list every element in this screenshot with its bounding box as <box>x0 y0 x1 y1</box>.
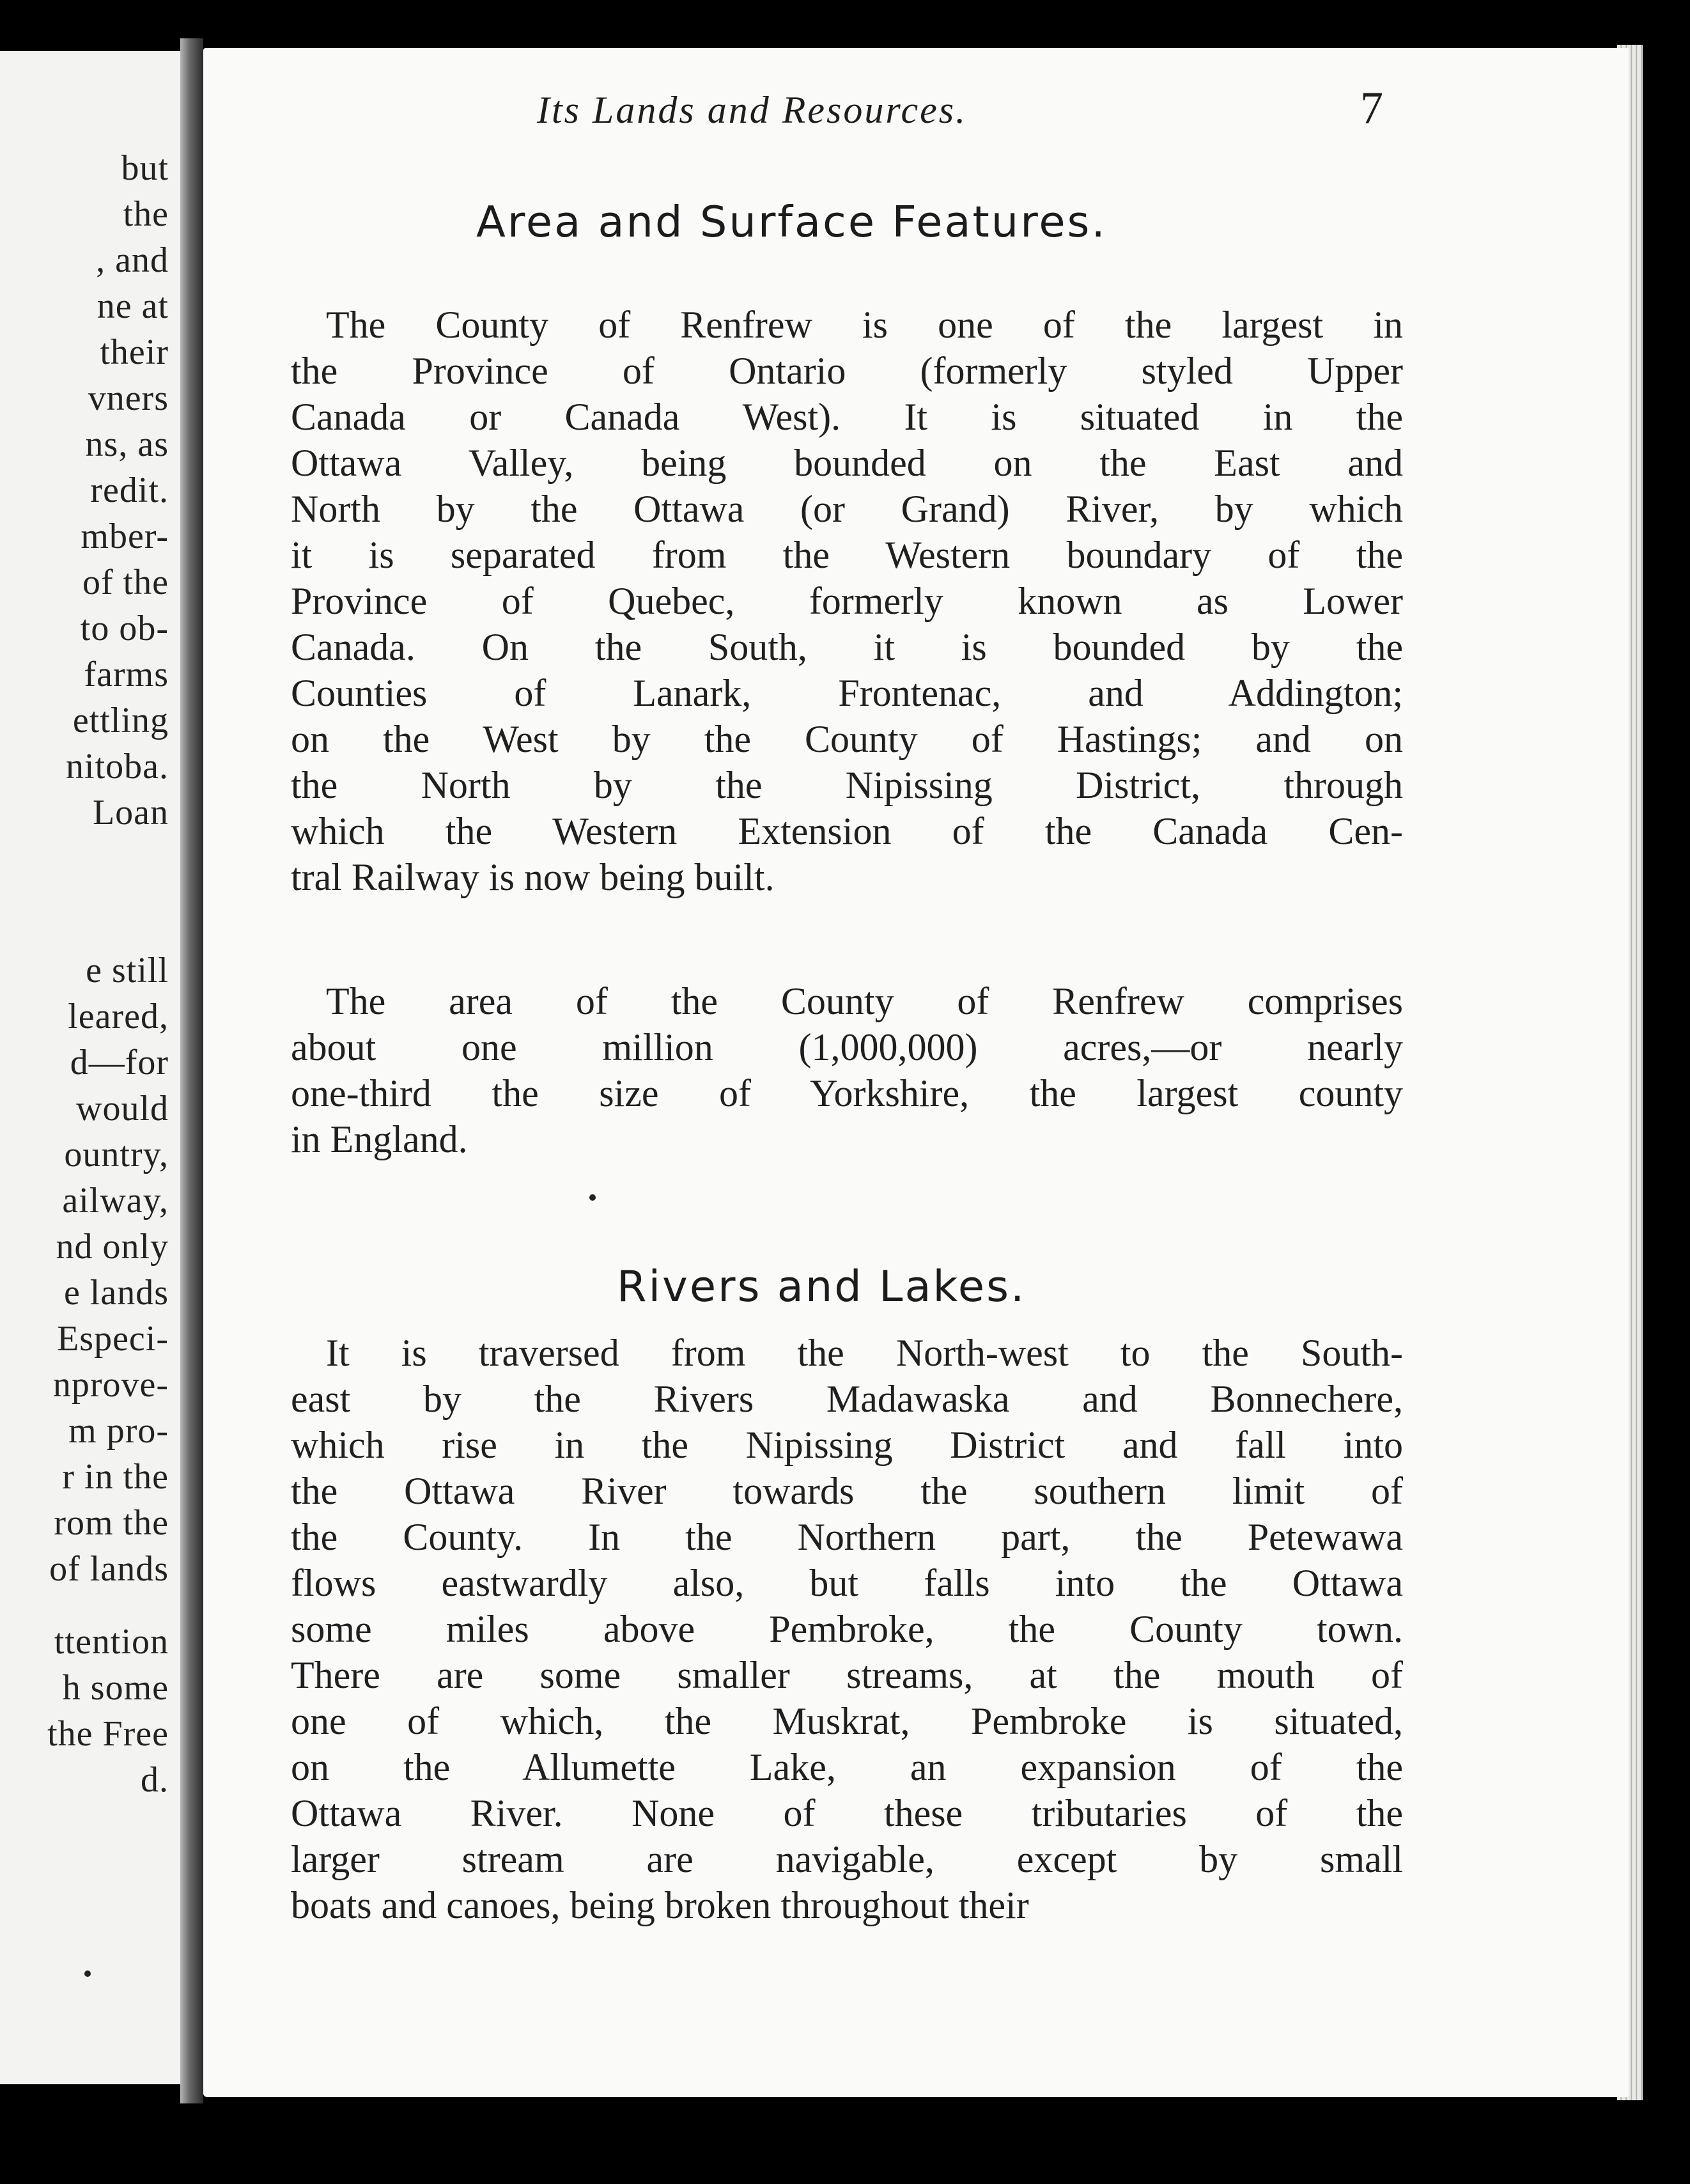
text-line: There are some smaller streams, at the mouth of <box>291 1654 1403 1696</box>
text-line: it is separated from the Western boundary of the <box>291 534 1403 576</box>
text-line: Canada or Canada West). It is situated in the <box>291 396 1403 438</box>
left-page-line: of the <box>82 563 169 602</box>
text-line: Ottawa River. None of these tributaries of the <box>291 1792 1403 1834</box>
text-line: larger stream are navigable, except by small <box>291 1838 1403 1880</box>
text-line: The County of Renfrew is one of the largest in <box>326 304 1403 346</box>
text-line: the County. In the Northern part, the Petewawa <box>291 1516 1403 1558</box>
left-page-line: e lands <box>63 1273 169 1313</box>
left-page-line: redit. <box>90 471 169 510</box>
left-page-line: ountry, <box>64 1135 169 1174</box>
text-line: Canada. On the South, it is bounded by the <box>291 626 1403 668</box>
paragraph-area-size <box>291 978 1403 1162</box>
left-page-fragment <box>0 51 185 2084</box>
section-heading-area: Area and Surface Features. <box>476 197 1107 247</box>
page-number: 7 <box>1360 82 1383 134</box>
left-page-line: farms <box>84 655 169 694</box>
text-line: some miles above Pembroke, the County town. <box>291 1608 1403 1650</box>
paragraph-area-description <box>291 302 1403 900</box>
left-page-line: nprove- <box>52 1365 169 1405</box>
text-line: the Province of Ontario (formerly styled Upper <box>291 350 1403 392</box>
left-page-line: m pro- <box>68 1411 169 1451</box>
text-line: the North by the Nipissing District, through <box>291 764 1403 806</box>
text-line: North by the Ottawa (or Grand) River, by which <box>291 488 1403 530</box>
text-line: Ottawa Valley, being bounded on the East and <box>291 442 1403 484</box>
ink-dot <box>84 1970 91 1977</box>
left-page-line: h some <box>62 1668 169 1708</box>
left-page-line: the <box>123 194 169 234</box>
text-line: It is traversed from the North-west to the South- <box>326 1332 1403 1374</box>
left-page-line: e still <box>86 951 169 990</box>
left-page-line: ettling <box>72 701 169 740</box>
left-page-line: ailway, <box>62 1181 169 1221</box>
left-page-line: r in the <box>62 1457 169 1497</box>
left-page-line: vners <box>88 378 169 418</box>
left-page-line: of lands <box>49 1549 169 1589</box>
book-gutter <box>180 38 203 2103</box>
left-page-line: nd only <box>56 1227 169 1267</box>
left-page-line: ns, as <box>85 425 169 464</box>
left-page-line: Especi- <box>57 1319 169 1359</box>
text-line: which the Western Extension of the Canada Cen- <box>291 810 1403 852</box>
left-page-line: ttention <box>54 1622 169 1662</box>
left-page-line: leared, <box>68 997 169 1036</box>
text-line: on the Allumette Lake, an expansion of the <box>291 1746 1403 1788</box>
ink-dot <box>589 1194 596 1201</box>
text-line: tral Railway is now being built. <box>291 856 775 898</box>
text-line: The area of the County of Renfrew comprises <box>326 980 1403 1022</box>
left-page-line: to ob- <box>80 609 169 648</box>
left-page-line: , and <box>96 240 169 280</box>
text-line: one-third the size of Yorkshire, the largest county <box>291 1072 1403 1114</box>
text-line: flows eastwardly also, but falls into the Ottawa <box>291 1562 1403 1604</box>
text-line: one of which, the Muskrat, Pembroke is situated, <box>291 1700 1403 1742</box>
left-page-line: mber- <box>81 517 169 556</box>
left-page-line: d. <box>141 1760 169 1800</box>
section-heading-rivers: Rivers and Lakes. <box>617 1261 1027 1311</box>
text-line: boats and canoes, being broken throughout their <box>291 1884 1029 1926</box>
text-line: in England. <box>291 1118 468 1160</box>
text-line: on the West by the County of Hastings; and on <box>291 718 1403 760</box>
left-page-line: the Free <box>47 1714 169 1754</box>
left-page-line: but <box>121 148 169 188</box>
text-line: east by the Rivers Madawaska and Bonnechere, <box>291 1378 1403 1420</box>
left-page-line: Loan <box>92 793 169 832</box>
paragraph-rivers-description <box>291 1330 1403 1928</box>
left-page-line: nitoba. <box>66 747 169 786</box>
left-page-line: would <box>76 1089 169 1128</box>
text-line: Counties of Lanark, Frontenac, and Addington; <box>291 672 1403 714</box>
left-page-line: rom the <box>54 1503 169 1543</box>
text-line: the Ottawa River towards the southern limit of <box>291 1470 1403 1512</box>
running-head: Its Lands and Resources. <box>537 89 968 131</box>
text-line: about one million (1,000,000) acres,—or nearly <box>291 1026 1403 1068</box>
left-page-line: d—for <box>70 1043 169 1082</box>
left-page-line: ne at <box>97 286 169 326</box>
left-page-line: their <box>100 332 169 372</box>
text-line: Province of Quebec, formerly known as Lower <box>291 580 1403 622</box>
text-line: which rise in the Nipissing District and fall into <box>291 1424 1403 1466</box>
